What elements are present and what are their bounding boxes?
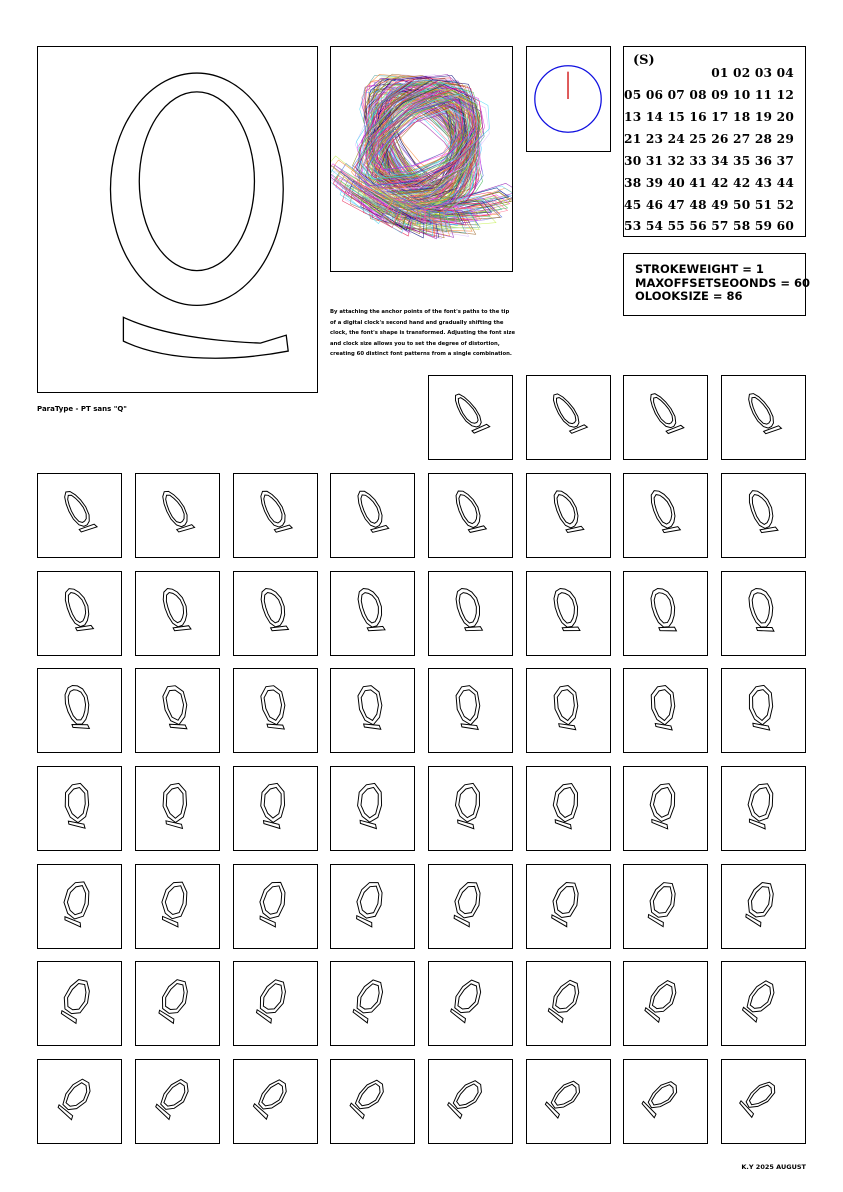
font-caption: ParaType - PT sans "Q" — [37, 405, 127, 413]
variation-glyph — [136, 767, 219, 850]
variation-cell — [233, 864, 318, 949]
variation-cell — [37, 864, 122, 949]
variation-cell — [233, 473, 318, 558]
variation-glyph — [136, 865, 219, 948]
seconds-row: 30 31 32 33 34 35 36 37 — [624, 154, 794, 168]
overlay-tangle-image — [331, 47, 512, 271]
glyph-stroke — [557, 495, 575, 524]
variation-cell — [428, 668, 513, 753]
variation-cell — [526, 766, 611, 851]
variation-cell — [37, 961, 122, 1046]
variation-glyph — [234, 962, 317, 1045]
variation-cell — [623, 473, 708, 558]
variation-cell — [526, 864, 611, 949]
variation-glyph — [527, 962, 610, 1045]
variation-glyph — [722, 669, 805, 752]
variation-cell — [623, 571, 708, 656]
variation-glyph — [722, 767, 805, 850]
glyph-stroke — [267, 724, 284, 729]
variation-glyph — [722, 376, 805, 459]
clock-size-param: OLOOKSIZE = 86 — [635, 289, 743, 303]
glyph-stroke — [76, 625, 94, 630]
variation-glyph — [722, 865, 805, 948]
variation-glyph — [234, 572, 317, 655]
variation-cell — [623, 1059, 708, 1144]
variation-glyph — [234, 669, 317, 752]
variation-glyph — [136, 669, 219, 752]
variation-glyph — [38, 1060, 121, 1143]
seconds-row: 38 39 40 41 42 42 43 44 — [624, 176, 794, 190]
variation-glyph — [38, 669, 121, 752]
glyph-stroke — [173, 626, 191, 631]
glyph-stroke — [264, 495, 282, 523]
seconds-row: 13 14 15 16 17 18 19 20 — [624, 110, 794, 124]
variation-cell — [428, 864, 513, 949]
variation-cell — [526, 668, 611, 753]
variation-glyph — [38, 865, 121, 948]
variation-cell — [721, 571, 806, 656]
glyph-stroke — [271, 626, 289, 631]
credit-text: K.Y 2025 AUGUST — [741, 1163, 806, 1171]
glyph-stroke — [465, 627, 483, 631]
variation-glyph — [331, 474, 414, 557]
variation-cell — [330, 864, 415, 949]
glyph-stroke — [659, 627, 677, 631]
variation-cell — [233, 1059, 318, 1144]
variation-glyph — [624, 1060, 707, 1143]
variation-cell — [233, 668, 318, 753]
variation-cell — [526, 961, 611, 1046]
variation-glyph — [429, 572, 512, 655]
base-q-glyph — [38, 47, 317, 392]
description-text: By attaching the anchor points of the font's paths to the tip of a digital clock's second hand and gradually shifting the clock, the font's shape is transformed. Adjusting the font size and clock size allows you to set the degree of distortion, creating 60 distinct font patterns from a single combination. — [330, 309, 516, 357]
glyph-stroke — [652, 819, 668, 828]
variation-glyph — [331, 767, 414, 850]
variation-cell — [233, 571, 318, 656]
glyph-stroke — [555, 820, 571, 829]
stroke-weight-param: STROKEWEIGHT = 1 — [635, 262, 764, 276]
variation-glyph — [38, 767, 121, 850]
variation-glyph — [624, 767, 707, 850]
variation-cell — [135, 668, 220, 753]
variation-glyph — [624, 669, 707, 752]
variation-cell — [135, 864, 220, 949]
variation-glyph — [331, 1060, 414, 1143]
variation-glyph — [136, 962, 219, 1045]
variation-cell — [330, 1059, 415, 1144]
seconds-row: 53 54 55 56 57 58 59 60 — [624, 219, 794, 233]
variation-glyph — [331, 962, 414, 1045]
glyph-stroke — [68, 495, 87, 522]
variation-glyph — [527, 376, 610, 459]
variation-cell — [135, 1059, 220, 1144]
variation-cell — [623, 668, 708, 753]
variation-cell — [721, 961, 806, 1046]
glyph-stroke — [562, 627, 580, 631]
variation-glyph — [429, 376, 512, 459]
variation-cell — [135, 766, 220, 851]
clock-panel — [526, 46, 611, 152]
seconds-panel — [623, 46, 806, 237]
glyph-stroke — [169, 724, 186, 728]
seconds-row: 01 02 03 04 — [711, 66, 794, 80]
glyph-stroke — [559, 724, 576, 730]
variation-glyph — [624, 865, 707, 948]
glyph-stroke — [459, 495, 477, 524]
variation-glyph — [234, 767, 317, 850]
variation-glyph — [136, 1060, 219, 1143]
variation-glyph — [429, 865, 512, 948]
variation-glyph — [527, 572, 610, 655]
variation-glyph — [429, 669, 512, 752]
variation-cell — [37, 766, 122, 851]
variation-cell — [428, 473, 513, 558]
variation-glyph — [136, 474, 219, 557]
variation-glyph — [624, 572, 707, 655]
variation-glyph — [234, 474, 317, 557]
glyph-stroke — [72, 724, 89, 728]
variation-cell — [330, 473, 415, 558]
variation-cell — [721, 766, 806, 851]
glyph-stroke — [461, 724, 478, 730]
variation-cell — [623, 766, 708, 851]
seconds-row: 21 23 24 25 26 27 28 29 — [624, 132, 794, 146]
variation-cell — [721, 375, 806, 460]
variation-cell — [721, 864, 806, 949]
variation-glyph — [527, 865, 610, 948]
glyph-stroke — [749, 819, 765, 829]
variation-glyph — [429, 1060, 512, 1143]
seconds-row: 05 06 07 08 09 10 11 12 — [624, 88, 794, 102]
variation-cell — [428, 571, 513, 656]
variation-glyph — [136, 572, 219, 655]
variation-cell — [37, 473, 122, 558]
variation-glyph — [527, 474, 610, 557]
variation-glyph — [722, 1060, 805, 1143]
variation-glyph — [429, 962, 512, 1045]
variation-cell — [623, 961, 708, 1046]
glyph-stroke — [361, 495, 379, 523]
variation-cell — [330, 571, 415, 656]
seconds-label: (S) — [633, 53, 655, 68]
variation-glyph — [527, 767, 610, 850]
variation-glyph — [38, 572, 121, 655]
variation-cell — [135, 571, 220, 656]
variation-cell — [526, 375, 611, 460]
variation-glyph — [527, 669, 610, 752]
variation-glyph — [722, 572, 805, 655]
variation-cell — [330, 766, 415, 851]
variation-cell — [526, 473, 611, 558]
glyph-stroke — [756, 627, 774, 631]
overlay-tangle-panel — [330, 46, 513, 272]
variation-cell — [37, 571, 122, 656]
variation-cell — [428, 961, 513, 1046]
variation-cell — [526, 1059, 611, 1144]
variation-glyph — [331, 572, 414, 655]
parameters-panel — [623, 253, 811, 316]
variation-cell — [721, 1059, 806, 1144]
variation-cell — [721, 668, 806, 753]
variation-cell — [428, 1059, 513, 1144]
variation-cell — [721, 473, 806, 558]
variation-glyph — [38, 474, 121, 557]
variation-cell — [330, 668, 415, 753]
variation-glyph — [429, 767, 512, 850]
variation-glyph — [624, 962, 707, 1045]
variation-cell — [37, 668, 122, 753]
variation-cell — [428, 766, 513, 851]
variation-glyph — [722, 962, 805, 1045]
glyph-stroke — [753, 723, 770, 730]
variation-cell — [428, 375, 513, 460]
variation-glyph — [624, 474, 707, 557]
variation-glyph — [624, 376, 707, 459]
clock-icon — [527, 47, 610, 151]
variation-cell — [623, 864, 708, 949]
glyph-stroke — [166, 495, 184, 523]
glyph-stroke — [749, 1085, 771, 1105]
variation-cell — [623, 375, 708, 460]
variation-cell — [135, 961, 220, 1046]
variation-glyph — [331, 865, 414, 948]
variation-cell — [526, 571, 611, 656]
variation-cell — [37, 1059, 122, 1144]
variation-glyph — [234, 865, 317, 948]
variation-cell — [135, 473, 220, 558]
variation-glyph — [38, 962, 121, 1045]
glyph-stroke — [367, 626, 385, 630]
glyph-stroke — [364, 724, 381, 729]
variation-cell — [233, 766, 318, 851]
glyph-stroke — [655, 723, 672, 729]
variation-glyph — [331, 669, 414, 752]
glyph-stroke — [760, 527, 778, 533]
variation-glyph — [429, 474, 512, 557]
seconds-row: 45 46 47 48 49 50 51 52 — [624, 198, 794, 212]
variation-glyph — [722, 474, 805, 557]
variation-cell — [233, 961, 318, 1046]
variation-glyph — [527, 1060, 610, 1143]
variation-glyph — [234, 1060, 317, 1143]
variation-cell — [330, 961, 415, 1046]
base-glyph-panel — [37, 46, 318, 393]
max-offset-param: MAXOFFSETSEOONDS = 60 — [635, 275, 811, 290]
